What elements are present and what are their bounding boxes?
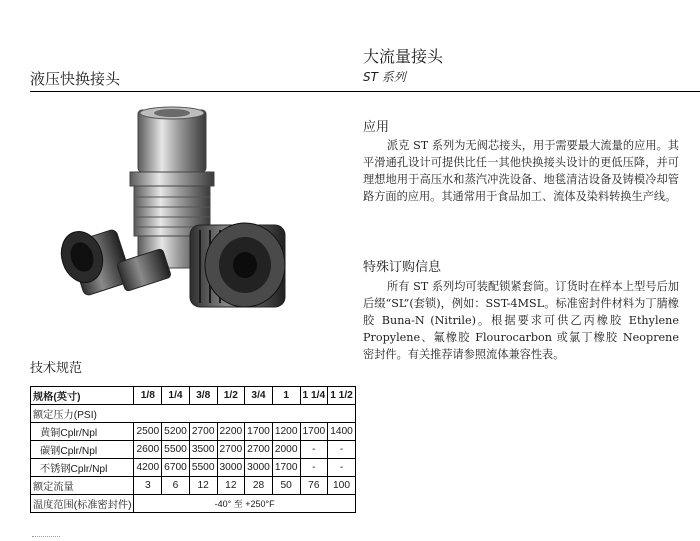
cell: 1700 [245,423,273,441]
spec-col-header: 1/4 [162,387,190,405]
series-label: ST 系列 [363,70,406,84]
cell: 1700 [272,459,300,477]
cell: - [300,441,328,459]
header-rule [30,91,700,92]
row-label: 额定压力(PSI) [31,405,356,423]
spec-col-header: 1/2 [217,387,245,405]
row-label: 温度范围(标准密封件) [31,495,134,513]
cell: 76 [300,477,328,495]
cell: 1700 [300,423,328,441]
special-order-heading: 特殊订购信息 [363,260,442,275]
row-label: 黄铜Cplr/Npl [31,423,134,441]
cell: 2200 [217,423,245,441]
specs-header-row [31,387,356,405]
cell: 5500 [189,459,217,477]
table-row [31,495,356,513]
table-row [31,405,356,423]
row-label: 不锈钢Cplr/Npl [31,459,134,477]
product-title: 大流量接头 [363,47,444,66]
spec-col-header: 1 [272,387,300,405]
cell: 2600 [134,441,162,459]
table-row [31,423,356,441]
category-title: 液压快换接头 [30,70,121,88]
table-row [31,477,356,495]
application-text: 派克 ST 系列为无阀芯接头，用于需要最大流量的应用。其平滑通孔设计可提供比任一其他快换接头设计的更低压降，并可理想地用于高压水和蒸汽冲洗设备、地毯清洁设备及铸模冷却管路方面的应用。其通常用于食品加工、流体及染料转换生产线。 [363,139,679,203]
cell: 3000 [217,459,245,477]
cell: 50 [272,477,300,495]
special-order-text: 所有 ST 系列均可装配锁紧套筒。订货时在样本上型号后加后缀“SL”(套锁)，例如：SST-4MSL。标准密封件材料为丁腈橡胶 Buna-N (Nitrile)。根据要求可供乙丙橡胶 Ethylene Propylene、氟橡胶 Flourocarbon 或氯丁橡胶 Neoprene 密封件。有关推荐请参照流体兼容性表。 [363,280,679,361]
cell: 12 [189,477,217,495]
cell: 4200 [134,459,162,477]
cell: 2700 [189,423,217,441]
cell: 2000 [272,441,300,459]
row-label: 额定流量 [31,477,134,495]
spec-col-header: 1 1/4 [300,387,328,405]
cell: 2500 [134,423,162,441]
cell: - [328,441,356,459]
table-row [31,459,356,477]
cell: 1400 [328,423,356,441]
specs-title: 技术规范 [30,361,83,376]
cell: 1200 [272,423,300,441]
cell: 3000 [245,459,273,477]
row-label: 碳钢Cplr/Npl [31,441,134,459]
cell: 2700 [245,441,273,459]
cell: 2700 [217,441,245,459]
cell: 5200 [162,423,190,441]
cell: 100 [328,477,356,495]
table-row [31,441,356,459]
coupling-photo [40,105,325,325]
application-heading: 应用 [363,120,390,135]
spec-col-header: 3/4 [245,387,273,405]
cell: 3500 [189,441,217,459]
spec-col-header: 规格(英寸) [31,387,134,405]
cell: 5500 [162,441,190,459]
cell: 3 [134,477,162,495]
specs-table [30,386,356,513]
cell: 12 [217,477,245,495]
cell: 6 [162,477,190,495]
cell: - [328,459,356,477]
cell: - [300,459,328,477]
temperature-range: -40° 至 +250°F [134,495,355,513]
cell: 28 [245,477,273,495]
spec-col-header: 1/8 [134,387,162,405]
spec-col-header: 3/8 [189,387,217,405]
cell: 6700 [162,459,190,477]
page-edge-mark [32,536,60,540]
spec-col-header: 1 1/2 [328,387,356,405]
